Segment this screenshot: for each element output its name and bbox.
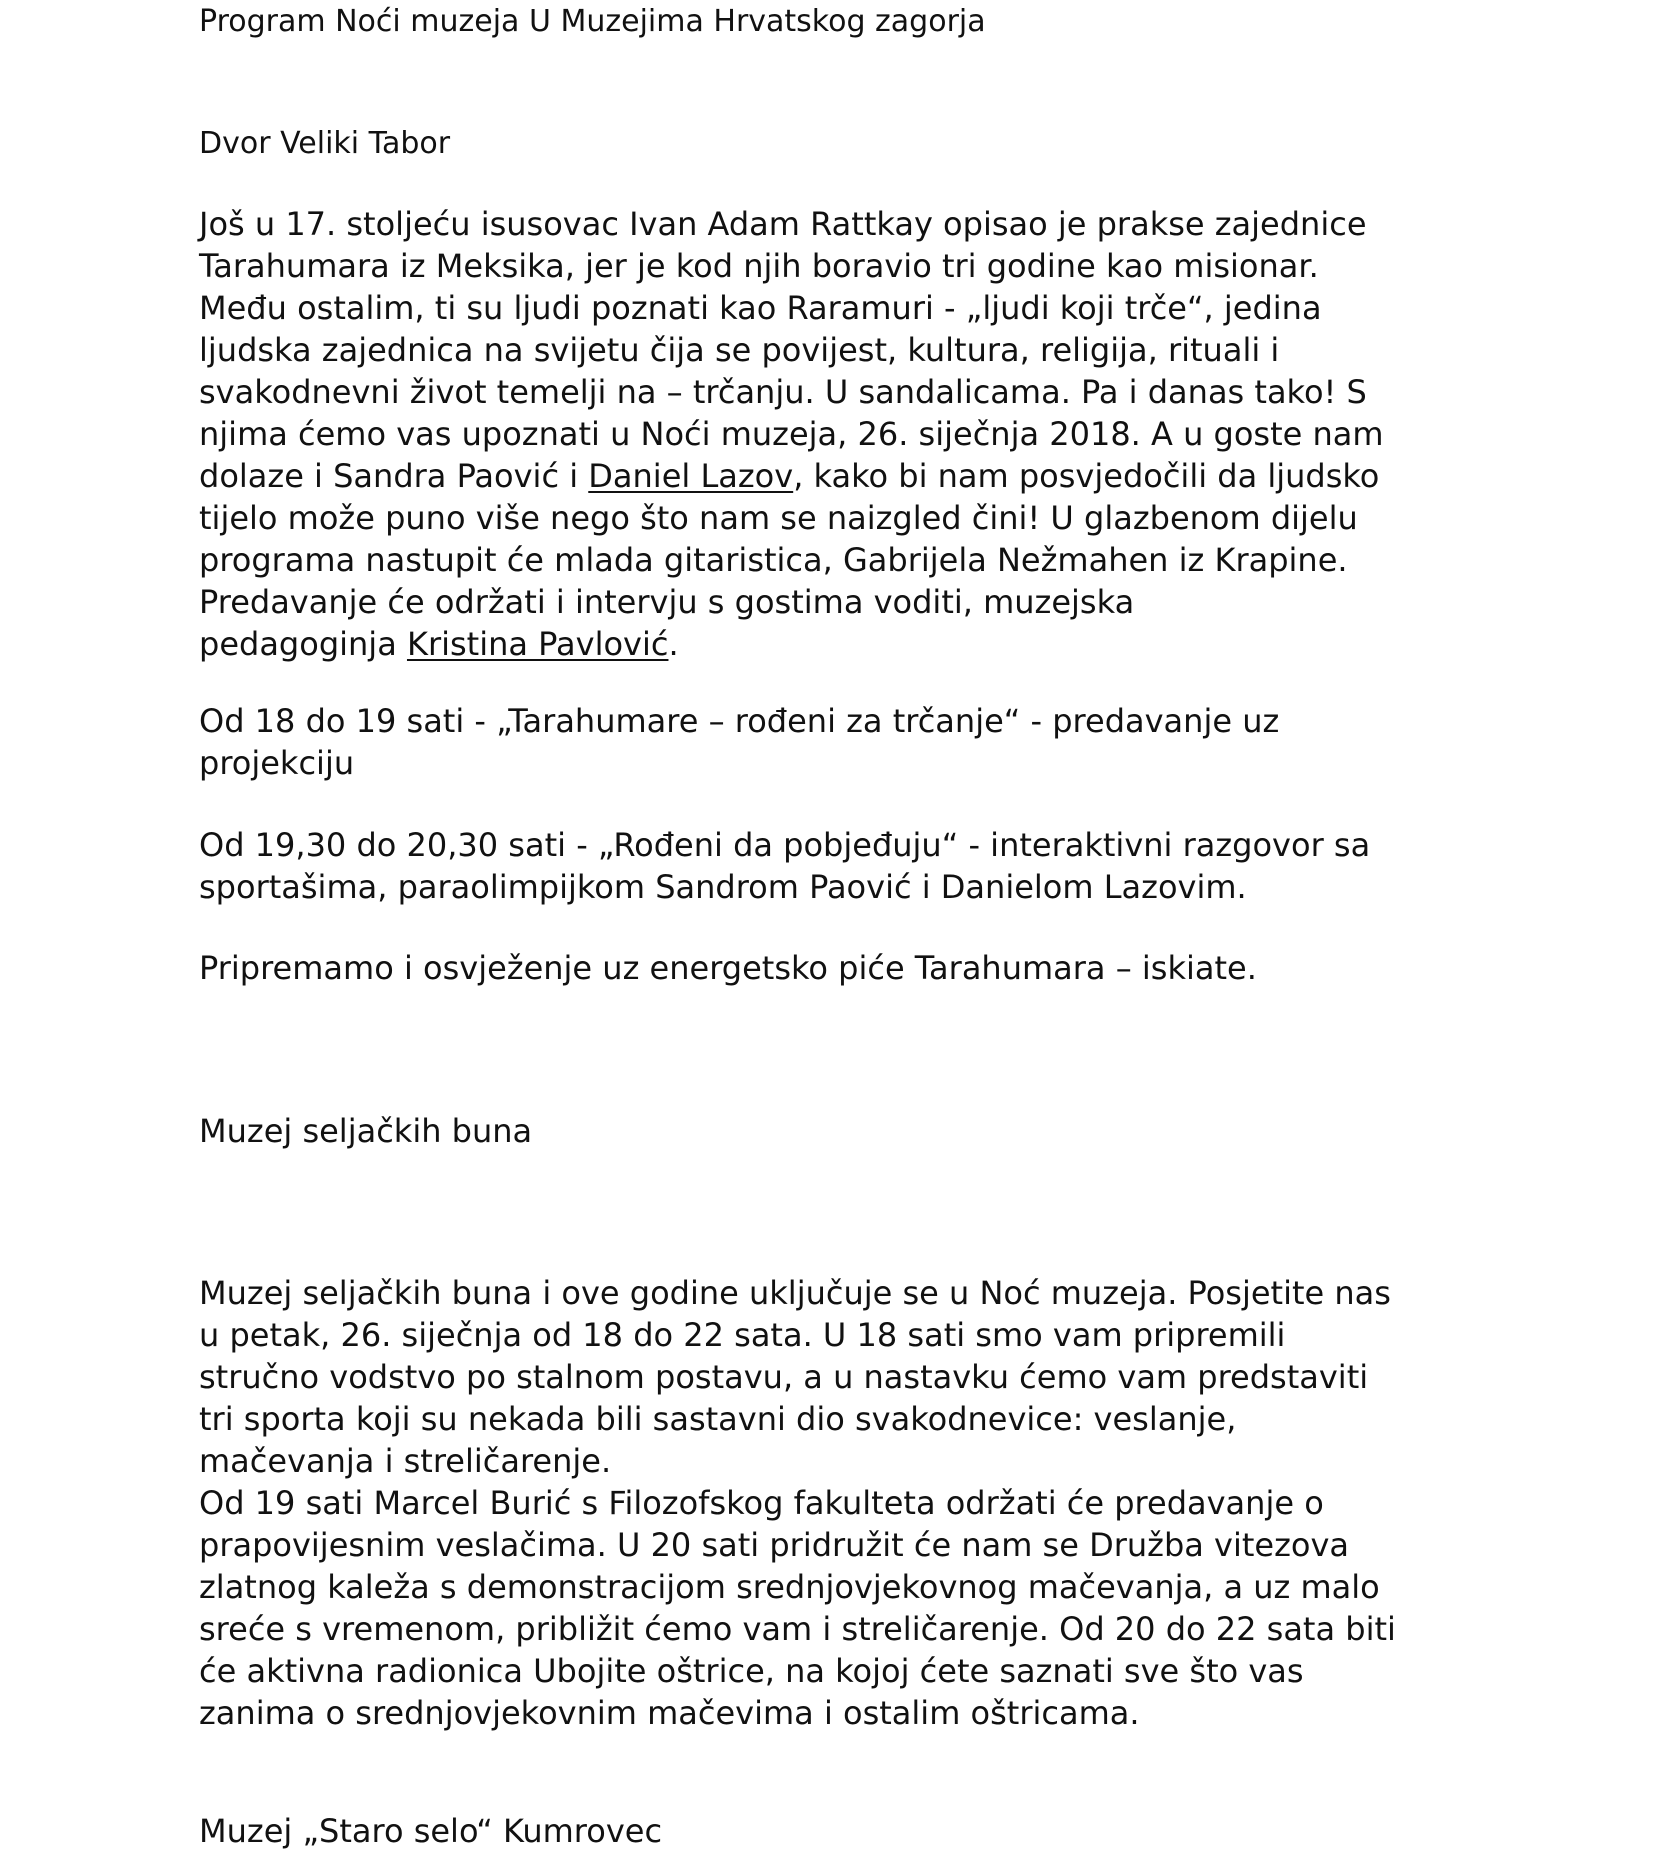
section-heading-muzej-seljackih-buna: Muzej seljačkih buna [199,1112,533,1150]
text-segment: . [668,625,679,663]
text-line: sreće s vremenom, približit ćemo vam i streličarenje. Od 20 do 22 sata biti [199,1610,1396,1648]
text-line: svakodnevni život temelji na – trčanju. U sandalicama. Pa i danas tako! S [199,373,1367,411]
text-line: tri sporta koji su nekada bili sastavni dio svakodnevice: veslanje, [199,1400,1237,1438]
text-line: sportašima, paraolimpijkom Sandrom Paović i Danielom Lazovim. [199,868,1247,906]
text-line: Od 18 do 19 sati - „Tarahumare – rođeni za trčanje“ - predavanje uz [199,702,1280,740]
text-line: Tarahumara iz Meksika, jer je kod njih boravio tri godine kao misionar. [199,247,1319,285]
link-daniel-lazov[interactable]: Daniel Lazov [588,457,794,495]
text-line [199,456,1379,498]
text-segment: , kako bi nam posvjedočili da ljudsko [793,457,1380,495]
text-line: prapovijesnim veslačima. U 20 sati pridružit će nam se Družba vitezova [199,1526,1350,1564]
text-segment: dolaze i Sandra Paović i [199,457,589,495]
link-kristina-pavlovic[interactable]: Kristina Pavlović [406,625,669,663]
text-line [199,624,679,666]
text-line: Muzej seljačkih buna i ove godine uključuje se u Noć muzeja. Posjetite nas [199,1274,1391,1312]
text-line: mačevanja i streličarenje. [199,1442,612,1480]
text-line: stručno vodstvo po stalnom postavu, a u nastavku ćemo vam predstaviti [199,1358,1369,1396]
text-line: tijelo može puno više nego što nam se naizgled čini! U glazbenom dijelu [199,499,1358,537]
document-title: Program Noći muzeja U Muzejima Hrvatskog zagorja [199,4,986,39]
text-line: njima ćemo vas upoznati u Noći muzeja, 26. siječnja 2018. A u goste nam [199,415,1384,453]
section-heading-veliki-tabor: Dvor Veliki Tabor [199,126,451,161]
section-heading-staro-selo-kumrovec: Muzej „Staro selo“ Kumrovec [199,1812,663,1850]
text-line: će aktivna radionica Ubojite oštrice, na kojoj ćete saznati sve što vas [199,1652,1304,1690]
text-line: ljudska zajednica na svijetu čija se povijest, kultura, religija, rituali i [199,331,1280,369]
refreshment-note: Pripremamo i osvježenje uz energetsko piće Tarahumara – iskiate. [199,949,1257,987]
text-line: Od 19,30 do 20,30 sati - „Rođeni da pobjeđuju“ - interaktivni razgovor sa [199,826,1371,864]
text-line: Još u 17. stoljeću isusovac Ivan Adam Rattkay opisao je prakse zajednice [199,205,1367,243]
text-line: zanima o srednjovjekovnim mačevima i ostalim oštricama. [199,1694,1140,1732]
text-line: Predavanje će održati i intervju s gostima voditi, muzejska [199,583,1135,621]
text-line: programa nastupit će mlada gitaristica, Gabrijela Nežmahen iz Krapine. [199,541,1348,579]
text-segment: pedagoginja [199,625,407,663]
text-line: Od 19 sati Marcel Burić s Filozofskog fakulteta održati će predavanje o [199,1484,1324,1522]
text-line: projekciju [199,744,355,782]
text-line: u petak, 26. siječnja od 18 do 22 sata. U 18 sati smo vam pripremili [199,1316,1286,1354]
text-line: Među ostalim, ti su ljudi poznati kao Raramuri - „ljudi koji trče“, jedina [199,289,1322,327]
text-line: zlatnog kaleža s demonstracijom srednjovjekovnog mačevanja, a uz malo [199,1568,1380,1606]
